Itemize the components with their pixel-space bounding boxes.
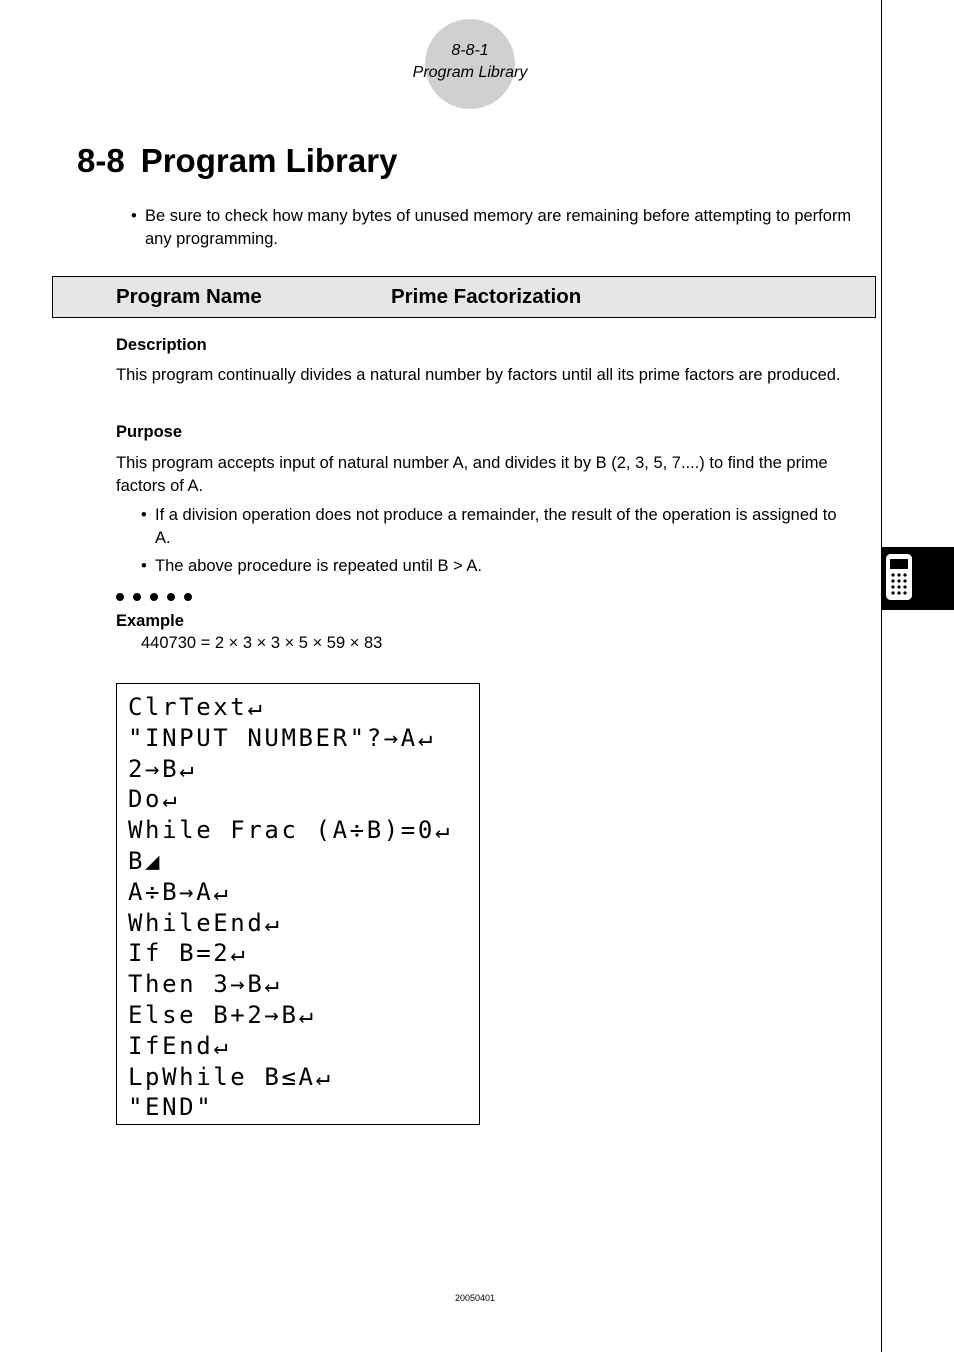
code-line: ClrText↵ — [128, 693, 265, 721]
bullet-dot: • — [141, 557, 147, 575]
code-line: "END" — [128, 1093, 214, 1122]
header-section-title: Program Library — [412, 64, 528, 81]
code-line: Then 3→B↵ — [128, 970, 282, 999]
purpose-text: This program accepts input of natural number A, and divides it by B (2, 3, 5, 7....) to find the prime factors of A. — [116, 454, 828, 495]
program-name-label: Program Name — [116, 285, 262, 308]
purpose-bullet-text: If a division operation does not produce a remainder, the result of the operation is assigned to A. — [155, 506, 837, 547]
chapter-side-tab[interactable] — [882, 547, 954, 610]
bullet-dot: • — [131, 207, 137, 225]
program-code-box — [116, 683, 480, 1125]
example-heading: Example — [116, 612, 184, 630]
code-line: IfEnd↵ — [128, 1031, 231, 1060]
purpose-bullet — [141, 504, 841, 549]
purpose-heading: Purpose — [116, 423, 183, 441]
intro-bullet-text: Be sure to check how many bytes of unused memory are remaining before attempting to perform any programming. — [145, 207, 852, 248]
section-dots-divider — [116, 593, 192, 601]
description-text: This program continually divides a natural number by factors until all its prime factors are produced. — [116, 366, 841, 384]
program-name-value: Prime Factorization — [391, 285, 582, 308]
chapter-number: 8-8 — [77, 142, 125, 179]
program-name-bar — [52, 276, 876, 318]
page-edge-rule — [881, 0, 882, 1352]
header-page-number: 8-8-1 — [451, 42, 489, 59]
code-line: While Frac (A÷B)=0↵ — [128, 816, 452, 845]
code-line: Do↵ — [128, 785, 180, 814]
chapter-title-text: Program Library — [140, 142, 398, 179]
bullet-dot: • — [141, 506, 147, 524]
code-line: A÷B→A↵ — [128, 877, 231, 906]
code-line: B◢ — [128, 846, 163, 875]
code-line: Else B+2→B↵ — [128, 1000, 316, 1029]
purpose-bullet — [141, 555, 841, 578]
program-code-lines — [128, 692, 452, 1123]
code-line: "INPUT NUMBER"?→A↵ — [128, 723, 435, 752]
intro-bullet — [131, 205, 861, 251]
example-equation: 440730 = 2 × 3 × 3 × 5 × 59 × 83 — [141, 634, 383, 652]
description-heading: Description — [116, 336, 207, 354]
code-line: If B=2↵ — [128, 939, 248, 968]
code-line: LpWhile B≤A↵ — [128, 1062, 333, 1091]
purpose-bullet-text: The above procedure is repeated until B > A. — [155, 557, 483, 575]
calculator-icon — [885, 553, 913, 601]
code-line: 2→B↵ — [128, 754, 197, 783]
chapter-title — [77, 142, 397, 180]
code-line: WhileEnd↵ — [128, 908, 282, 937]
footer-date-code: 20050401 — [454, 1293, 496, 1303]
